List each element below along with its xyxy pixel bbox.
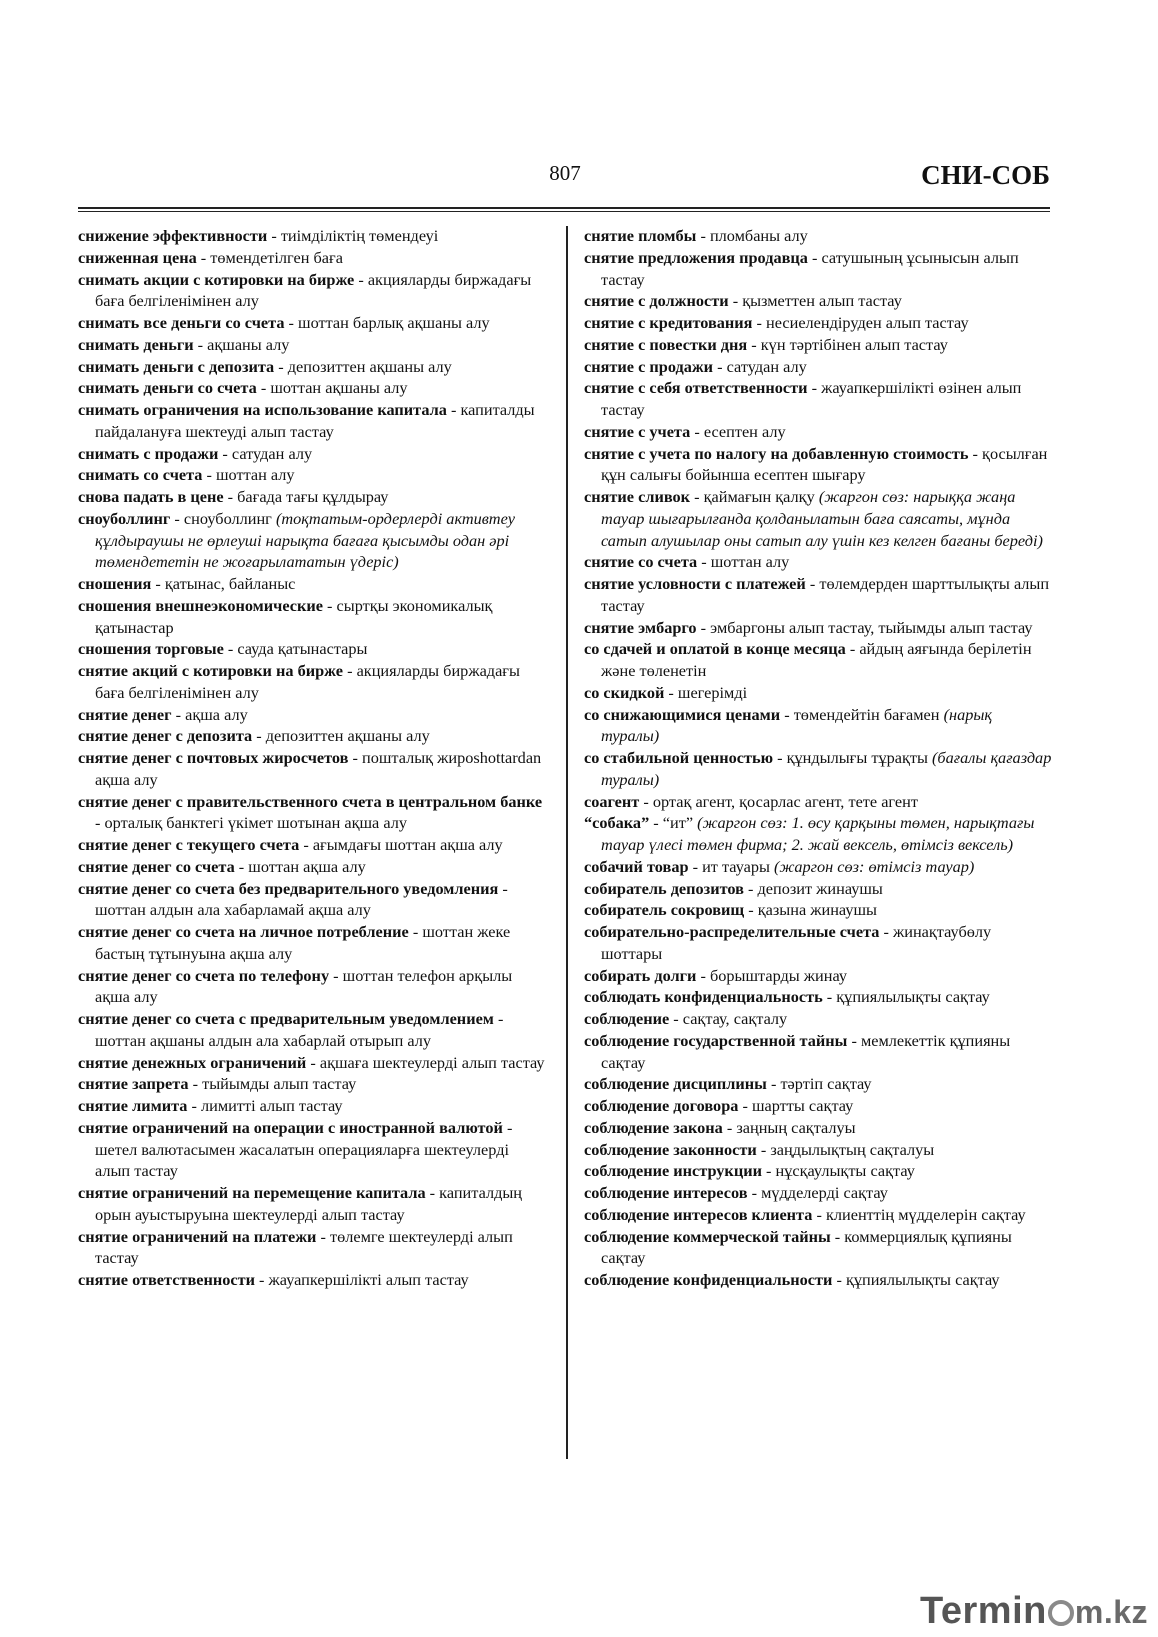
dictionary-entry: снятие с должности - қызметтен алып тастау — [584, 291, 902, 311]
dictionary-entry: соблюдение инструкции - нұсқаулықты сақтау — [584, 1161, 915, 1181]
entry-term: соблюдение государственной тайны — [584, 1030, 848, 1050]
logo-text-before: Termin — [919, 1590, 1047, 1632]
entry-translation: капиталдың орын ауыстыруына шектеулерді алып тастау — [95, 1183, 523, 1224]
dictionary-entry: “собака” - “ит” (жаргон сөз: 1. өсу қарқыны төмен, нарықтағы тауар үлесі төмен фирма; 2. жай вексель, өтімсіз вексель) — [584, 813, 1035, 854]
dictionary-entry: снятие денег с правительственного счета в центральном банке - орталық банктегі үкімет шотынан ақша алу — [78, 791, 543, 833]
entry-term: собачий товар — [584, 856, 689, 876]
dictionary-entry: снимать деньги - ақшаны алу — [78, 334, 290, 354]
left-column — [78, 225, 548, 1291]
entry-translation: лимитті алып тастау — [200, 1096, 343, 1115]
entry-term: снятие денег с депозита — [78, 726, 253, 746]
entry-translation: ит тауары — [702, 856, 770, 876]
header-rule-thin — [78, 211, 1050, 212]
entry-term: снятие денег с текущего счета — [78, 835, 300, 854]
dictionary-entry: собирательно-распределительные счета - жинақтаубөлу шоттары — [584, 922, 992, 963]
dictionary-entry: снятие сливок - қаймағын қалқу (жаргон сөз: нарыққа жаңа тауар шығарылғанда қолданылатын баға саясаты, мұнда сатып алушылар оны сатып алу үшін кез келген бағаны береді) — [584, 487, 1043, 550]
entry-translation: ақшаға шектеулерді алып тастау — [319, 1052, 545, 1072]
dictionary-entry: сношения внешнеэкономические - сыртқы экономикалық қатынастар — [78, 595, 493, 637]
entry-term: соблюдение инструкции — [584, 1161, 762, 1181]
entry-translation: шетел валютасымен жасалатын операцияларға шектеулерді алып тастау — [95, 1139, 510, 1181]
header-rule-thick — [78, 207, 1050, 209]
entry-translation: акцияларды биржадағы баға белгіленімінен алу — [95, 269, 532, 311]
entry-term: сношения — [78, 574, 152, 593]
entry-translation: шоттан ақша алу — [248, 856, 366, 876]
dictionary-entry: снятие ответственности - жауапкершілікті алып тастау — [78, 1270, 469, 1289]
entry-translation: депозиттен ақшаны алу — [287, 356, 452, 376]
dictionary-entry: снимать все деньги со счета - шоттан барлық ақшаны алу — [78, 313, 490, 332]
terminkom-logo — [920, 1590, 1148, 1633]
entry-note: (бағалы қағаздар туралы) — [601, 748, 1052, 789]
entry-translation: шоттан ақшаны алу — [270, 378, 408, 398]
entry-term: “собака” — [584, 813, 650, 833]
dictionary-entry: со стабильной ценностью - құндылығы тұрақты (бағалы қағаздар туралы) — [584, 748, 1052, 789]
dictionary-entry: снятие с продажи - сатудан алу — [584, 356, 807, 376]
logo-circle-icon — [1048, 1600, 1074, 1626]
dictionary-entry: снимать деньги со счета - шоттан ақшаны алу — [78, 378, 408, 398]
entry-term: снятие денег — [78, 704, 172, 724]
entry-term: со снижающимися ценами — [584, 704, 781, 724]
entry-term: снятие акций с котировки на бирже — [78, 661, 343, 680]
entry-term: снимать деньги со счета — [78, 378, 257, 398]
dictionary-entry: соблюдение дисциплины - тәртіп сақтау — [584, 1074, 872, 1094]
entry-translation: орталық банктегі үкімет шотынан ақша алу — [104, 813, 407, 833]
entry-translation: тиімділіктің төмендеуі — [280, 226, 439, 245]
entry-translation: заңдылықтың сақталуы — [770, 1139, 935, 1159]
entry-term: снижение эффективности — [78, 226, 268, 245]
dictionary-entry: со сдачей и оплатой в конце месяца - айдың аяғында берілетін және төленетін — [584, 639, 1032, 680]
entry-translation: шоттан жеке бастың тұтынуына ақша алу — [95, 922, 511, 963]
dictionary-entry: со снижающимися ценами - төмендейтін бағамен (нарық туралы) — [584, 704, 993, 746]
entry-term: снятие с кредитования — [584, 313, 753, 332]
dictionary-entry: снятие акций с котировки на бирже - акцияларды биржадағы баға белгіленімінен алу — [78, 661, 520, 702]
dictionary-entry: снова падать в цене - бағада тағы құлдырау — [78, 487, 389, 506]
entry-translation: клиенттің мүдделерін сақтау — [825, 1204, 1026, 1224]
entry-translation: жауапкершілікті өзінен алып тастау — [601, 378, 1022, 419]
dictionary-entry: соблюдение интересов - мүдделерді сақтау — [584, 1183, 888, 1202]
dictionary-entry: соагент - ортақ агент, қосарлас агент, тете агент — [584, 791, 918, 811]
entry-term: снятие сливок — [584, 487, 691, 506]
entry-translation: құпиялылықты сақтау — [836, 987, 990, 1007]
entry-term: снятие ограничений на перемещение капитала — [78, 1183, 426, 1202]
dictionary-entry: соблюдение конфиденциальности - құпиялылықты сақтау — [584, 1270, 1000, 1289]
entry-term: снятие денег с правительственного счета в центральном банке — [78, 791, 543, 811]
entry-term: снятие с себя ответственности — [584, 378, 808, 398]
entry-translation: депозиттен ақшаны алу — [265, 726, 430, 746]
column-divider — [566, 226, 568, 1459]
entry-term: снятие с учета — [584, 421, 691, 441]
dictionary-entry: сношения торговые - сауда қатынастары — [78, 639, 368, 659]
dictionary-entry: снятие денег со счета по телефону - шоттан телефон арқылы ақша алу — [78, 965, 513, 1007]
entry-term: снятие предложения продавца — [584, 247, 808, 267]
entry-note: (жаргон сөз: 1. өсу қарқыны төмен, нарықтағы тауар үлесі төмен фирма; 2. жай вексель, өтімсіз вексель) — [601, 813, 1035, 854]
entry-translation: несиелендіруден алып тастау — [766, 313, 969, 332]
entry-term: со сдачей и оплатой в конце месяца — [584, 639, 846, 659]
entry-translation: “ит” — [662, 813, 694, 833]
dictionary-entry: снимать деньги с депозита - депозиттен ақшаны алу — [78, 356, 452, 376]
dictionary-entry: снижение эффективности - тиімділіктің төмендеуі — [78, 226, 439, 245]
entry-term: соблюдение — [584, 1009, 670, 1028]
entry-translation: шоттан телефон арқылы ақша алу — [95, 965, 513, 1007]
dictionary-entry: снятие предложения продавца - сатушының ұсынысын алып тастау — [584, 247, 1019, 289]
entry-note: (нарық туралы) — [601, 704, 993, 746]
entry-term: соблюдение закона — [584, 1117, 723, 1137]
entry-translation: сыртқы экономикалық қатынастар — [95, 595, 493, 637]
dictionary-entry: снятие денег со счета без предварительного уведомления - шоттан алдын ала хабарламай ақша алу — [78, 878, 508, 920]
entry-translation: шоттан алу — [710, 552, 790, 572]
dictionary-entry: снятие пломбы - пломбаны алу — [584, 226, 808, 245]
entry-translation: бағада тағы құлдырау — [237, 487, 389, 506]
entry-term: сноуболлинг — [78, 508, 171, 528]
right-column — [584, 225, 1054, 1291]
logo-text-after: m.kz — [1074, 1594, 1148, 1630]
entry-translation: пломбаны алу — [709, 226, 808, 245]
entry-translation: шоттан алдын ала хабарламай ақша алу — [95, 900, 371, 920]
entry-term: соблюдение дисциплины — [584, 1074, 767, 1094]
entry-term: со скидкой — [584, 682, 665, 702]
dictionary-entry: снятие запрета - тыйымды алып тастау — [78, 1074, 357, 1094]
entry-term: соблюдение законности — [584, 1139, 757, 1159]
dictionary-entry: снятие с повестки дня - күн тәртібінен алып тастау — [584, 334, 948, 354]
entry-translation: қызметтен алып тастау — [742, 291, 902, 311]
entry-term: снимать с продажи — [78, 443, 219, 463]
entry-translation: төмендейтін бағамен — [793, 704, 940, 724]
entry-translation: құндылығы тұрақты — [786, 748, 928, 767]
dictionary-entry: сношения - қатынас, байланыс — [78, 574, 296, 593]
entry-term: снятие с должности — [584, 291, 729, 311]
entry-term: снятие ограничений на операции с иностранной валютой — [78, 1117, 503, 1137]
entry-term: снимать ограничения на использование капитала — [78, 400, 447, 419]
entry-translation: күн тәртібінен алып тастау — [760, 334, 948, 354]
entry-term: снятие запрета — [78, 1074, 189, 1094]
entry-translation: сақтау, сақталу — [682, 1009, 788, 1028]
dictionary-entry: соблюдение интересов клиента - клиенттің мүдделерін сақтау — [584, 1204, 1026, 1224]
entry-term: снятие с повестки дня — [584, 334, 748, 354]
entry-term: снимать деньги с депозита — [78, 356, 275, 376]
entry-term: снятие ответственности — [78, 1270, 255, 1289]
entry-term: снятие лимита — [78, 1096, 188, 1115]
entry-translation: төмендетілген баға — [210, 247, 343, 267]
entry-term: снятие денег со счета на личное потребление — [78, 922, 409, 941]
entry-term: соблюдать конфиденциальность — [584, 987, 823, 1007]
dictionary-entry: собиратель сокровищ - қазына жинаушы — [584, 900, 877, 920]
dictionary-entry: снятие с кредитования - несиелендіруден алып тастау — [584, 313, 969, 332]
entry-translation: пошталық жироshottardan ақша алу — [95, 748, 542, 789]
entry-translation: төлемге шектеулерді алып тастау — [95, 1226, 513, 1268]
dictionary-entry: со скидкой - шегерімді — [584, 682, 748, 702]
entry-translation: коммерциялық құпияны сақтау — [601, 1226, 1012, 1268]
entry-translation: депозит жинаушы — [757, 878, 883, 898]
entry-translation: нұсқаулықты сақтау — [775, 1161, 915, 1181]
dictionary-entry: сниженная цена - төмендетілген баға — [78, 247, 343, 267]
entry-translation: тәртіп сақтау — [780, 1074, 872, 1094]
entry-term: снимать со счета — [78, 465, 203, 485]
dictionary-entry: соблюдение договора - шартты сақтау — [584, 1096, 854, 1115]
entry-translation: шоттан алу — [216, 465, 295, 485]
page-number: 807 — [549, 161, 581, 185]
dictionary-entry: снятие денег с депозита - депозиттен ақшаны алу — [78, 726, 430, 746]
running-head: СНИ-СОБ — [921, 160, 1050, 190]
dictionary-entry: снятие с учета по налогу на добавленную стоимость - қосылған құн салығы бойынша есептен шығару — [584, 443, 1048, 485]
entry-term: снятие денег со счета без предварительного уведомления — [78, 878, 499, 898]
entry-term: сниженная цена — [78, 247, 197, 267]
entry-translation: құпиялылықты сақтау — [845, 1270, 1000, 1289]
entry-translation: эмбаргоны алып тастау, тыйымды алып тастау — [710, 617, 1033, 637]
dictionary-entry: соблюдать конфиденциальность - құпиялылықты сақтау — [584, 987, 990, 1007]
entry-term: соблюдение коммерческой тайны — [584, 1226, 831, 1246]
entry-term: снятие денег со счета — [78, 856, 235, 876]
entry-term: соблюдение интересов клиента — [584, 1204, 813, 1224]
dictionary-entry: снятие денег - ақша алу — [78, 704, 248, 724]
entry-term: снятие ограничений на платежи — [78, 1226, 317, 1246]
entry-term: соблюдение конфиденциальности — [584, 1270, 833, 1289]
entry-translation: қазына жинаушы — [757, 900, 877, 920]
entry-term: соблюдение договора — [584, 1096, 739, 1115]
entry-translation: борыштарды жинау — [709, 965, 847, 985]
entry-term: соблюдение интересов — [584, 1183, 748, 1202]
dictionary-entry: снимать ограничения на использование капитала - капиталды пайдалануға шектеуді алып тастау — [78, 400, 535, 441]
dictionary-entry: соблюдение коммерческой тайны - коммерциялық құпияны сақтау — [584, 1226, 1012, 1268]
entry-translation: сатушының ұсынысын алып тастау — [601, 247, 1019, 289]
dictionary-entry: снятие ограничений на платежи - төлемге шектеулерді алып тастау — [78, 1226, 513, 1268]
dictionary-entry: снятие условности с платежей - төлемдерден шарттылықты алып тастау — [584, 574, 1050, 615]
dictionary-entry: снимать с продажи - сатудан алу — [78, 443, 313, 463]
entry-term: снятие условности с платежей — [584, 574, 806, 593]
entry-term: снятие денег со счета с предварительным уведомлением — [78, 1009, 494, 1028]
dictionary-entry: снятие эмбарго - эмбаргоны алып тастау, тыйымды алып тастау — [584, 617, 1033, 637]
dictionary-entry: сноуболлинг - сноуболлинг (тоқтатым-ордерлерді активтеу құлдыраушы не өрлеуші нарықта бағаға қысымды одан әрі төмендететін не жоғарылататын үдеріс) — [78, 508, 516, 572]
entry-translation: мемлекеттік құпияны сақтау — [601, 1030, 1011, 1072]
entry-term: снятие с учета по налогу на добавленную стоимость — [584, 443, 969, 463]
dictionary-entry: снятие ограничений на операции с иностранной валютой - шетел валютасымен жасалатын операцияларға шектеулерді алып тастау — [78, 1117, 513, 1181]
entry-translation: қаймағын қалқу — [703, 487, 815, 506]
entry-translation: капиталды пайдалануға шектеуді алып тастау — [95, 400, 535, 441]
entry-translation: сноуболлинг — [183, 508, 272, 528]
entry-translation: жинақтаубөлу шоттары — [601, 922, 992, 963]
entry-term: собиратель сокровищ — [584, 900, 745, 920]
entry-note: (жаргон сөз: нарыққа жаңа тауар шығарылғанда қолданылатын баға саясаты, мұнда сатып алушылар оны сатып алу үшін кез келген бағаны береді) — [601, 487, 1043, 550]
entry-term: снятие денег с почтовых жиросчетов — [78, 748, 349, 767]
entry-translation: ортақ агент, қосарлас агент, тете агент — [652, 791, 918, 811]
entry-translation: шоттан барлық ақшаны алу — [298, 313, 490, 332]
dictionary-entry: собиратель депозитов - депозит жинаушы — [584, 878, 883, 898]
entry-term: собирательно-распределительные счета — [584, 922, 880, 941]
dictionary-entry: соблюдение - сақтау, сақталу — [584, 1009, 788, 1028]
entry-term: снятие со счета — [584, 552, 698, 572]
dictionary-entry: снятие денег со счета с предварительным уведомлением - шоттан ақшаны алдын ала хабарлай отырып алу — [78, 1009, 504, 1050]
entry-term: сношения торговые — [78, 639, 224, 659]
dictionary-entry: снятие с учета - есептен алу — [584, 421, 786, 441]
dictionary-entry: собирать долги - борыштарды жинау — [584, 965, 847, 985]
entry-translation: ақшаны алу — [207, 334, 290, 354]
dictionary-entry: снятие со счета - шоттан алу — [584, 552, 790, 572]
dictionary-entry: снятие денег со счета на личное потребление - шоттан жеке бастың тұтынуына ақша алу — [78, 922, 511, 963]
dictionary-entry: соблюдение закона - заңның сақталуы — [584, 1117, 856, 1137]
dictionary-entry: снятие денежных ограничений - ақшаға шектеулерді алып тастау — [78, 1052, 545, 1072]
dictionary-entry: снятие ограничений на перемещение капитала - капиталдың орын ауыстыруына шектеулерді алып тастау — [78, 1183, 523, 1224]
entry-term: снятие денежных ограничений — [78, 1052, 307, 1072]
dictionary-entry: снятие денег со счета - шоттан ақша алу — [78, 856, 366, 876]
dictionary-entry: снятие денег с почтовых жиросчетов - пошталық жироshottardan ақша алу — [78, 748, 542, 789]
entry-translation: заңның сақталуы — [736, 1117, 856, 1137]
entry-term: снимать деньги — [78, 334, 194, 354]
entry-translation: ағымдағы шоттан ақша алу — [312, 835, 503, 854]
entry-translation: тыйымды алып тастау — [202, 1074, 357, 1094]
entry-term: снятие с продажи — [584, 356, 714, 376]
dictionary-entry: снятие лимита - лимитті алып тастау — [78, 1096, 343, 1115]
entry-translation: айдың аяғында берілетін және төленетін — [601, 639, 1032, 680]
entry-term: со стабильной ценностью — [584, 748, 774, 767]
entry-term: снова падать в цене — [78, 487, 224, 506]
entry-translation: сауда қатынастары — [237, 639, 368, 659]
entry-term: снятие эмбарго — [584, 617, 697, 637]
entry-translation: шоттан ақшаны алдын ала хабарлай отырып алу — [95, 1030, 432, 1050]
entry-translation: жауапкершілікті алып тастау — [268, 1270, 469, 1289]
entry-note: (жаргон сөз: өтімсіз тауар) — [774, 856, 975, 876]
dictionary-entry: соблюдение законности - заңдылықтың сақталуы — [584, 1139, 935, 1159]
entry-translation: төлемдерден шарттылықты алып тастау — [601, 574, 1050, 615]
entry-translation: сатудан алу — [726, 356, 807, 376]
entry-term: сношения внешнеэкономические — [78, 595, 323, 615]
entry-term: снимать акции с котировки на бирже — [78, 269, 355, 289]
entry-term: снимать все деньги со счета — [78, 313, 285, 332]
entry-translation: акцияларды биржадағы баға белгіленімінен алу — [95, 661, 520, 702]
dictionary-entry: снятие с себя ответственности - жауапкершілікті өзінен алып тастау — [584, 378, 1022, 419]
dictionary-entry: собачий товар - ит тауары (жаргон сөз: өтімсіз тауар) — [584, 856, 975, 876]
dictionary-entry: снимать акции с котировки на бирже - акцияларды биржадағы баға белгіленімінен алу — [78, 269, 532, 311]
entry-translation: сатудан алу — [231, 443, 313, 463]
entry-term: соагент — [584, 791, 640, 811]
entry-translation: қатынас, байланыс — [164, 574, 296, 593]
entry-translation: ақша алу — [185, 704, 248, 724]
entry-translation: қосылған құн салығы бойынша есептен шығару — [601, 443, 1048, 485]
entry-note: (тоқтатым-ордерлерді активтеу құлдыраушы не өрлеуші нарықта бағаға қысымды одан әрі төмендететін не жоғарылататын үдеріс) — [95, 508, 516, 572]
dictionary-entry: снятие денег с текущего счета - ағымдағы шоттан ақша алу — [78, 835, 503, 854]
entry-term: снятие денег со счета по телефону — [78, 965, 330, 985]
entry-term: собирать долги — [584, 965, 697, 985]
dictionary-entry: снимать со счета - шоттан алу — [78, 465, 295, 485]
dictionary-entry: соблюдение государственной тайны - мемлекеттік құпияны сақтау — [584, 1030, 1011, 1072]
entry-term: снятие пломбы — [584, 226, 697, 245]
entry-translation: мүдделерді сақтау — [761, 1183, 888, 1202]
entry-term: собиратель депозитов — [584, 878, 744, 898]
entry-translation: есептен алу — [703, 421, 786, 441]
entry-translation: шегерімді — [677, 682, 748, 702]
entry-translation: шартты сақтау — [751, 1096, 854, 1115]
